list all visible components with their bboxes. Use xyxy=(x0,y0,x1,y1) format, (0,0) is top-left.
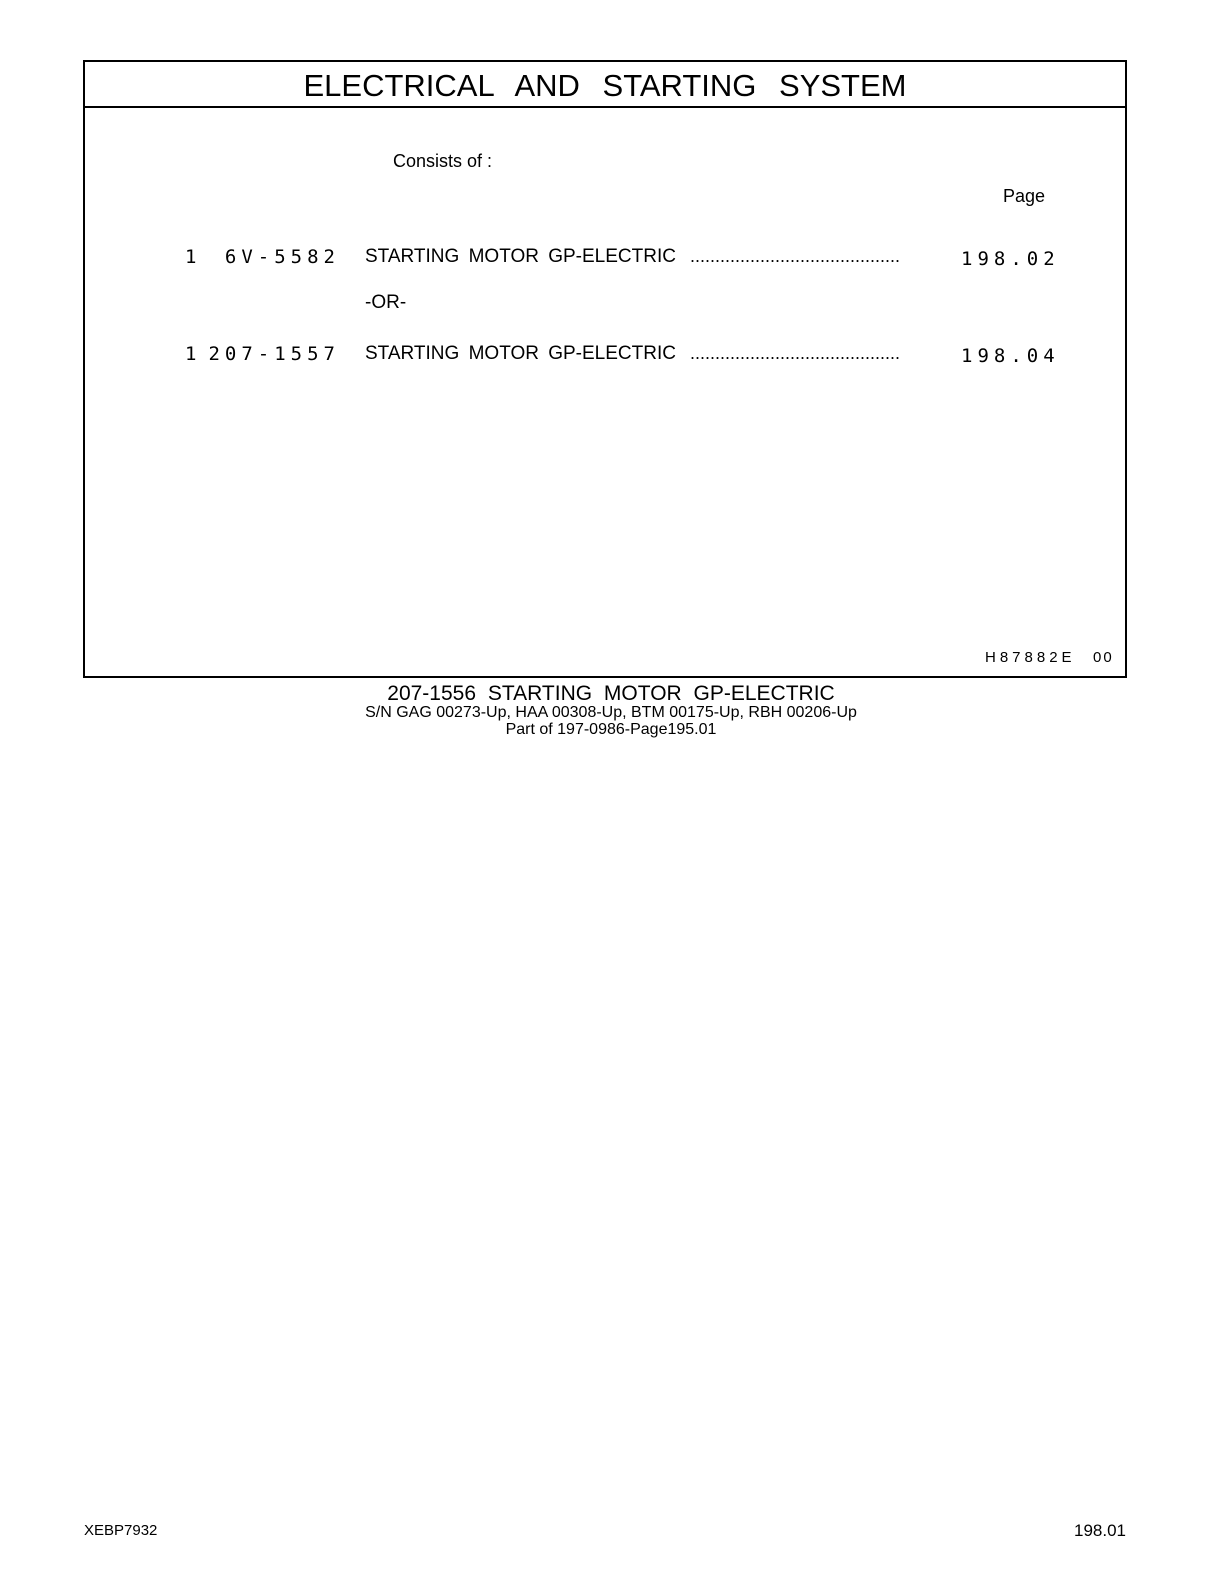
item-1-part-number[interactable]: 6V-5582 xyxy=(224,246,340,268)
section-title: ELECTRICAL AND STARTING SYSTEM xyxy=(303,68,907,103)
footer-doc-number: XEBP7932 xyxy=(84,1522,158,1539)
drawing-id: H87882E xyxy=(985,649,1076,666)
item-2-leader-dots: .......................................... xyxy=(690,343,901,363)
item-2-part-number[interactable]: 207-1557 xyxy=(208,343,340,365)
alternative-or-label: -OR- xyxy=(365,292,407,313)
item-2-qty: 1 xyxy=(185,343,197,365)
item-1-description: STARTING MOTOR GP-ELECTRIC xyxy=(365,246,676,267)
caption-title: 207-1556 STARTING MOTOR GP-ELECTRIC xyxy=(387,682,835,705)
title-band xyxy=(85,62,1125,108)
item-2-page-ref[interactable]: 198.04 xyxy=(961,345,1060,367)
item-1-leader-dots: .......................................... xyxy=(690,246,901,266)
caption-serials: S/N GAG 00273-Up, HAA 00308-Up, BTM 00175-Up, RBH 00206-Up xyxy=(365,704,857,721)
drawing-revision: 00 xyxy=(1093,649,1114,666)
footer-page-number: 198.01 xyxy=(1074,1521,1126,1540)
item-1-page-ref[interactable]: 198.02 xyxy=(961,248,1060,270)
consists-of-label: Consists of : xyxy=(393,151,493,171)
page-column-header: Page xyxy=(1003,186,1046,206)
parts-list-frame xyxy=(83,60,1127,678)
item-2-description: STARTING MOTOR GP-ELECTRIC xyxy=(365,343,676,364)
caption-part-of: Part of 197-0986-Page195.01 xyxy=(505,721,717,738)
item-1-qty: 1 xyxy=(185,246,197,268)
